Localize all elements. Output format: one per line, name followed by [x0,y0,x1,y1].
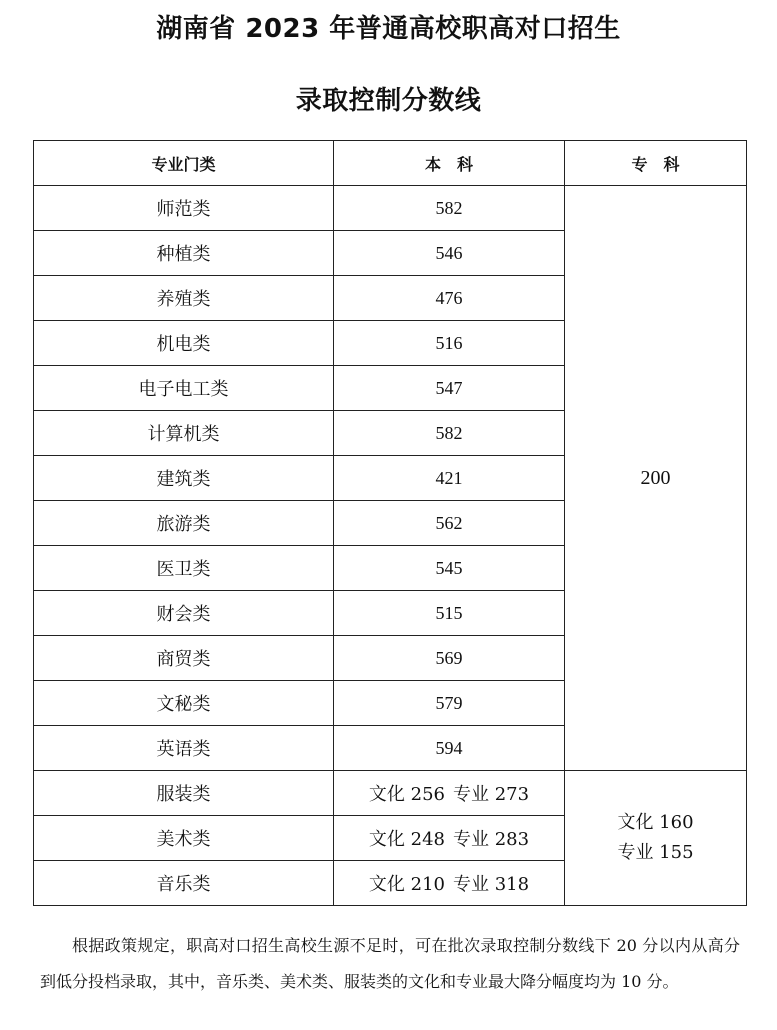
header-category: 专业门类 [34,141,334,186]
zhuanke-zhuanye: 专业 155 [617,842,694,863]
header-benke: 本 科 [334,141,565,186]
benke-score: 545 [334,546,565,591]
score-table [33,140,747,906]
benke-combo-score [334,816,565,861]
category-cell: 商贸类 [34,636,334,681]
benke-score: 476 [334,276,565,321]
benke-score: 516 [334,321,565,366]
benke-score: 579 [334,681,565,726]
benke-score: 562 [334,501,565,546]
category-cell: 美术类 [34,816,334,861]
category-cell: 财会类 [34,591,334,636]
zhuanke-wenhua: 文化 160 [617,812,694,833]
table-row [34,186,747,231]
category-cell: 电子电工类 [34,366,334,411]
zhuanye-score: 专业 318 [453,874,530,895]
category-cell: 旅游类 [34,501,334,546]
category-cell: 服装类 [34,771,334,816]
category-cell: 文秘类 [34,681,334,726]
table-row [34,771,747,816]
category-cell: 计算机类 [34,411,334,456]
zhuanke-combo-score [565,771,747,906]
wenhua-score: 文化 248 [368,829,445,850]
benke-score: 421 [334,456,565,501]
zhuanye-score: 专业 273 [453,784,530,805]
benke-score: 546 [334,231,565,276]
zhuanke-score: 200 [565,186,747,771]
category-cell: 音乐类 [34,861,334,906]
category-cell: 英语类 [34,726,334,771]
category-cell: 种植类 [34,231,334,276]
category-cell: 机电类 [34,321,334,366]
table-header-row [34,141,747,186]
category-cell: 医卫类 [34,546,334,591]
zhuanye-score: 专业 283 [453,829,530,850]
benke-score: 582 [334,186,565,231]
wenhua-score: 文化 210 [368,874,445,895]
category-cell: 建筑类 [34,456,334,501]
category-cell: 师范类 [34,186,334,231]
wenhua-score: 文化 256 [368,784,445,805]
benke-score: 582 [334,411,565,456]
category-cell: 养殖类 [34,276,334,321]
page-title: 湖南省 2023 年普通高校职高对口招生 [156,14,621,44]
benke-combo-score [334,771,565,816]
header-zhuanke: 专 科 [565,141,747,186]
page-subtitle: 录取控制分数线 [295,86,482,116]
benke-score: 547 [334,366,565,411]
policy-note: 根据政策规定，职高对口招生高校生源不足时，可在批次录取控制分数线下 20 分以内从高分到低分投档录取，其中，音乐类、美术类、服装类的文化和专业最大降分幅度均为 10 分。 [40,936,740,991]
benke-score: 594 [334,726,565,771]
benke-score: 515 [334,591,565,636]
benke-combo-score [334,861,565,906]
benke-score: 569 [334,636,565,681]
